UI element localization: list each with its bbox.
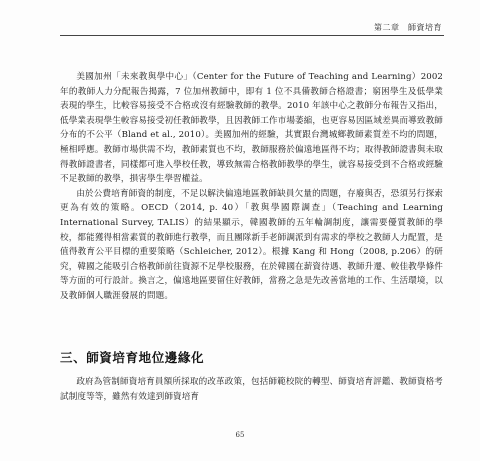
section-paragraph: 政府為管制師資培育員額所採取的改革政策，包括師範校院的轉型、師資培育評鑑、教師資格考試制度等等，雖然有效達到師資培育 [60,377,443,402]
section-heading: 三、師資培育地位邊緣化 [60,350,205,365]
paragraph: 美國加州「未來教與學中心」（Center for the Future of Teaching and Learning）2002 年的教師人力分配報告揭露，7 位加州教師中，即有 1 位不具備教師合格證書；窮困學生及低學業表現的學生，比較容易接受不合格或沒有經驗教師的教學。2010 年該中心之教師分布報告又指出，低學業表現學生較容易接受初任教師教學，且因教師工作市場萎縮，也更容易因區域差異而導致教師分布的不公平（Bland et al., 2010）。美國加州的經驗，其實跟台灣城鄉教師素質差不均的問題，極相呼應。教師市場供需不均，教師素質也不均，教師服務於偏遠地區得不均；取得教師證書與未取得教師證書者，同樣都可進入學校任教，導致無需合格教師教學的學生，就容易接受到不合格或經驗不足教師的教學，損害學生學習權益。 [60,72,443,185]
header-rule [60,35,444,36]
paragraph: 由於公費培育師資的制度，不足以解決偏遠地區教師缺員欠量的問題，存廢與否，恐須另行探索更為有效的策略。OECD（2014, p. 40）「教與學國際調查」（Teaching and Learning International Survey, TALIS）的結果顯示，韓國教師的五年輪調制度，讓需要優質教師的學校，都能獲得相當素質的教師進行教學，而且團隊新手老師調派到有需求的學校之教師人力配置，是值得教育公平目標的重要策略（Schleicher, 2012）。根據 Kang 和 Hong（2008, p.206）的研究，韓國之能吸引合格教師前往資源不足學校服務，在於韓國在薪資待遇、教師升遷、較佳教學條件等方面的可行設計。換言之，偏遠地區要留住好教師，當務之急是先改善當地的工作、生活環境，以及教師個人職涯發展的問題。 [60,188,443,301]
page-number: 65 [235,431,245,439]
running-header: 第二章 師資培育 [374,23,442,32]
body-text [60,70,443,304]
